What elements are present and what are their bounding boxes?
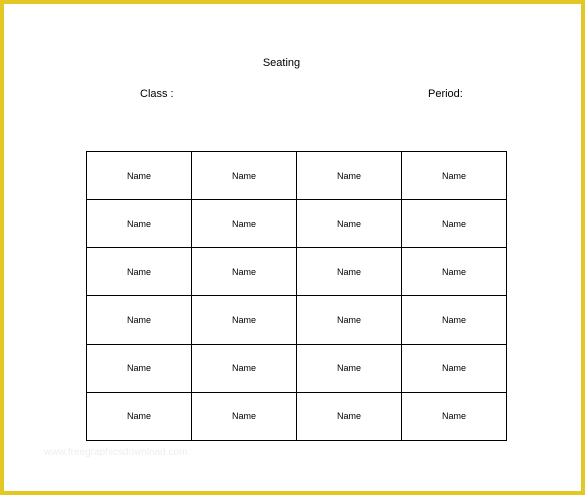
seat-cell: Name bbox=[192, 248, 297, 296]
seat-cell: Name bbox=[192, 296, 297, 344]
seat-cell: Name bbox=[297, 152, 402, 200]
seat-cell: Name bbox=[87, 248, 192, 296]
seat-row bbox=[87, 344, 507, 392]
seat-cell: Name bbox=[402, 200, 507, 248]
seat-cell: Name bbox=[402, 392, 507, 440]
seat-cell: Name bbox=[87, 344, 192, 392]
seat-row bbox=[87, 200, 507, 248]
seat-cell: Name bbox=[192, 392, 297, 440]
seat-cell: Name bbox=[87, 152, 192, 200]
watermark-text: www.freegraphicsdownload.com bbox=[44, 447, 188, 458]
seat-cell: Name bbox=[297, 200, 402, 248]
period-label: Period: bbox=[428, 88, 463, 100]
seat-cell: Name bbox=[297, 344, 402, 392]
seat-row bbox=[87, 392, 507, 440]
seat-cell: Name bbox=[192, 200, 297, 248]
seat-cell: Name bbox=[402, 296, 507, 344]
seat-cell: Name bbox=[402, 344, 507, 392]
seat-cell: Name bbox=[297, 392, 402, 440]
seat-row bbox=[87, 152, 507, 200]
seat-cell: Name bbox=[297, 296, 402, 344]
seat-row bbox=[87, 296, 507, 344]
seat-cell: Name bbox=[192, 152, 297, 200]
seat-cell: Name bbox=[402, 152, 507, 200]
seat-cell: Name bbox=[402, 248, 507, 296]
seat-row bbox=[87, 248, 507, 296]
document-title: Seating bbox=[262, 57, 301, 69]
seat-cell: Name bbox=[87, 392, 192, 440]
seat-cell: Name bbox=[87, 296, 192, 344]
seating-grid bbox=[86, 151, 507, 441]
seat-cell: Name bbox=[192, 344, 297, 392]
seat-cell: Name bbox=[297, 248, 402, 296]
class-label: Class : bbox=[140, 88, 174, 100]
seat-cell: Name bbox=[87, 200, 192, 248]
